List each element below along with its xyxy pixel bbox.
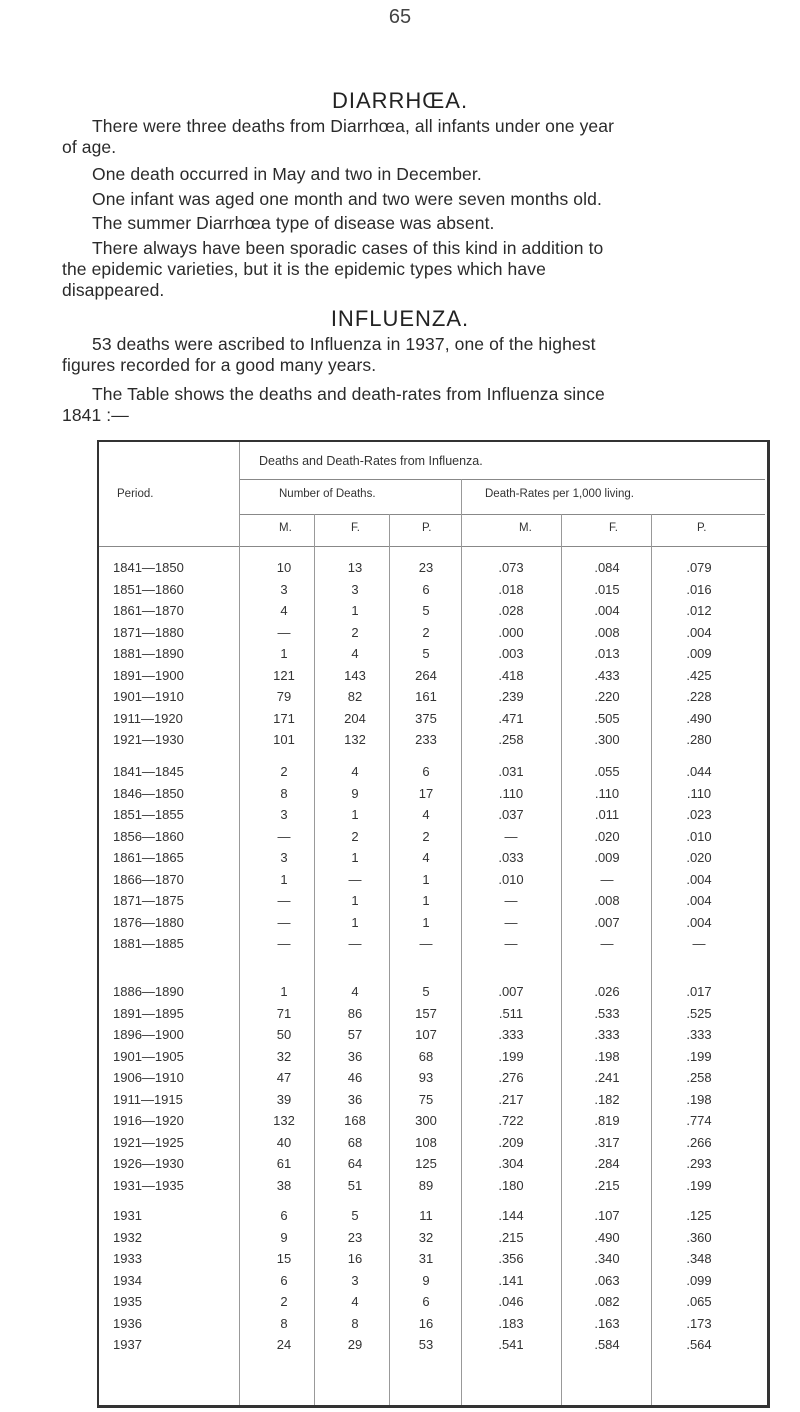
cell-rm: .018	[498, 581, 524, 597]
cell-rm: .217	[498, 1091, 524, 1107]
column-divider	[461, 479, 462, 1405]
period-cell: 1901—1910	[113, 689, 184, 704]
cell-p: 2	[422, 624, 430, 640]
cell-f: 23	[347, 1229, 363, 1245]
page-number: 65	[388, 6, 412, 28]
cell-f: 36	[347, 1091, 363, 1107]
cell-p: 53	[418, 1337, 434, 1352]
cell-rm: .003	[498, 646, 524, 661]
cell-m: 121	[273, 667, 295, 683]
cell-rf: .333	[594, 1027, 620, 1042]
cell-rm: .276	[498, 1070, 524, 1085]
cell-rp: .348	[686, 1251, 712, 1266]
diarrhoea-paragraph-1	[62, 116, 774, 158]
cell-p: 17	[418, 785, 434, 801]
cell-rm: .199	[498, 1048, 524, 1064]
cell-p: 107	[415, 1027, 437, 1042]
cell-m: —	[277, 936, 291, 951]
cell-m: 4	[280, 603, 288, 618]
period-cell: 1891—1895	[113, 1005, 184, 1021]
cell-rf: .055	[594, 764, 620, 779]
column-divider	[651, 514, 652, 1405]
cell-rf: .182	[594, 1091, 620, 1107]
cell-f: 143	[344, 667, 366, 683]
cell-rp: .360	[686, 1229, 712, 1245]
cell-rm: .239	[498, 689, 524, 704]
period-cell: 1931	[113, 1208, 142, 1223]
rates-header: Death-Rates per 1,000 living.	[485, 488, 634, 500]
cell-p: 5	[422, 646, 430, 661]
cell-rm: .000	[498, 624, 524, 640]
cell-m: 39	[276, 1091, 292, 1107]
cell-p: 300	[415, 1113, 437, 1128]
period-cell: 1866—1870	[113, 871, 184, 887]
period-cell: 1921—1930	[113, 732, 184, 747]
cell-rf: .284	[594, 1156, 620, 1171]
period-cell: 1911—1915	[113, 1091, 183, 1107]
cell-m: —	[277, 893, 291, 908]
cell-m: 38	[276, 1177, 292, 1193]
cell-rf: .340	[594, 1251, 620, 1266]
text-line: There were three deaths from Diarrhœa, all infants under one year	[92, 116, 615, 136]
cell-p: 161	[415, 689, 437, 704]
cell-p: 4	[422, 850, 430, 865]
text-line: disappeared.	[62, 280, 165, 300]
cell-rf: .110	[594, 785, 620, 801]
cell-f: 4	[351, 764, 359, 779]
cell-rm: .215	[498, 1229, 524, 1245]
period-cell: 1901—1905	[113, 1048, 184, 1064]
period-cell: 1921—1925	[113, 1134, 184, 1150]
cell-f: 51	[347, 1177, 363, 1193]
text-line: There always have been sporadic cases of this kind in addition to	[92, 238, 604, 258]
cell-rp: .023	[686, 807, 712, 822]
cell-rp: .173	[686, 1315, 712, 1331]
period-cell: 1933	[113, 1251, 142, 1266]
cell-f: 1	[351, 914, 359, 930]
cell-f: 13	[347, 560, 363, 575]
cell-rp: .490	[686, 710, 712, 726]
cell-f: 2	[351, 828, 359, 844]
cell-rm: —	[504, 828, 518, 844]
cell-m: 3	[280, 581, 288, 597]
cell-rp: .525	[686, 1005, 712, 1021]
cell-rf: .215	[594, 1177, 620, 1193]
text-line: of age.	[62, 137, 117, 157]
period-cell: 1926—1930	[113, 1156, 184, 1171]
header-rule-top	[239, 479, 765, 480]
cell-m: 3	[280, 807, 288, 822]
cell-p: 23	[418, 560, 434, 575]
cell-m: 132	[273, 1113, 295, 1128]
cell-f: 64	[347, 1156, 363, 1171]
period-cell: 1876—1880	[113, 914, 184, 930]
cell-rm: .418	[498, 667, 524, 683]
deaths-header: Number of Deaths.	[279, 488, 376, 500]
cell-rp: .010	[686, 828, 712, 844]
cell-rp: .044	[686, 764, 712, 779]
influenza-heading: INFLUENZA.	[330, 306, 470, 331]
cell-rf: .490	[594, 1229, 620, 1245]
cell-m: 1	[280, 984, 288, 999]
period-cell: 1886—1890	[113, 984, 184, 999]
column-divider	[239, 442, 240, 1405]
cell-rm: .110	[498, 785, 524, 801]
cell-p: 68	[418, 1048, 434, 1064]
period-cell: 1931—1935	[113, 1177, 184, 1193]
cell-m: 3	[280, 850, 288, 865]
period-cell: 1896—1900	[113, 1027, 184, 1042]
diarrhoea-heading: DIARRHŒA.	[331, 88, 469, 113]
cell-m: 1	[280, 646, 288, 661]
cell-rf: .009	[594, 850, 620, 865]
cell-rf: .505	[594, 710, 620, 726]
cell-rp: .012	[686, 603, 712, 618]
column-divider	[561, 514, 562, 1405]
cell-rm: .028	[498, 603, 524, 618]
text-line: the epidemic varieties, but it is the epidemic types which have	[62, 259, 546, 279]
cell-f: 16	[347, 1251, 363, 1266]
cell-rm: .304	[498, 1156, 524, 1171]
cell-m: 1	[280, 871, 288, 887]
cell-rf: .008	[594, 624, 620, 640]
cell-p: 89	[418, 1177, 434, 1193]
cell-rf: .107	[594, 1208, 620, 1223]
text-line: figures recorded for a good many years.	[62, 355, 377, 375]
cell-m: —	[277, 828, 291, 844]
period-cell: 1911—1920	[113, 710, 183, 726]
cell-f: 4	[351, 1294, 359, 1309]
cell-m: 2	[280, 764, 288, 779]
cell-rp: .333	[686, 1027, 712, 1042]
cell-rm: .541	[498, 1337, 524, 1352]
text-line: 53 deaths were ascribed to Influenza in 1937, one of the highest	[92, 334, 596, 354]
cell-f: 1	[351, 893, 359, 908]
cell-rp: .099	[686, 1272, 712, 1288]
column-divider	[314, 514, 315, 1405]
cell-m: 2	[280, 1294, 288, 1309]
cell-f: 2	[351, 624, 359, 640]
cell-rf: —	[600, 871, 614, 887]
cell-p: 32	[418, 1229, 434, 1245]
cell-rp: .004	[686, 624, 712, 640]
period-cell: 1856—1860	[113, 828, 184, 844]
text-line: One death occurred in May and two in December.	[92, 164, 482, 184]
influenza-paragraph-2	[62, 384, 774, 426]
cell-f: 4	[351, 984, 359, 999]
cell-rf: .004	[594, 603, 620, 618]
cell-rp: .258	[686, 1070, 712, 1085]
cell-m: 6	[280, 1208, 288, 1223]
cell-m: 24	[276, 1337, 292, 1352]
cell-p: 108	[415, 1134, 437, 1150]
cell-p: 93	[418, 1070, 434, 1085]
cell-m: 32	[276, 1048, 292, 1064]
cell-rp: .017	[686, 984, 712, 999]
cell-rm: .183	[498, 1315, 524, 1331]
cell-rp: .293	[686, 1156, 712, 1171]
header-rule-bottom	[99, 546, 767, 547]
cell-rf: .533	[594, 1005, 620, 1021]
cell-rf: .241	[594, 1070, 620, 1085]
cell-rf: .433	[594, 667, 620, 683]
cell-rp: .199	[686, 1048, 712, 1064]
cell-m: —	[277, 624, 291, 640]
cell-f: 132	[344, 732, 366, 747]
cell-m: 9	[280, 1229, 288, 1245]
cell-m: 15	[276, 1251, 292, 1266]
period-cell: 1871—1880	[113, 624, 184, 640]
cell-m: —	[277, 914, 291, 930]
cell-rm: .033	[498, 850, 524, 865]
cell-m: 6	[280, 1272, 288, 1288]
cell-f: 204	[344, 710, 366, 726]
cell-f: 168	[344, 1113, 366, 1128]
cell-f: 1	[351, 603, 359, 618]
cell-rp: .004	[686, 893, 712, 908]
cell-f: 1	[351, 807, 359, 822]
cell-rp: .079	[686, 560, 712, 575]
cell-m: 47	[276, 1070, 292, 1085]
cell-rp: .009	[686, 646, 712, 661]
cell-rp: .280	[686, 732, 712, 747]
cell-p: 2	[422, 828, 430, 844]
cell-rf: .015	[594, 581, 620, 597]
diarrhoea-paragraph-4	[62, 213, 774, 234]
cell-rm: .141	[498, 1272, 524, 1288]
cell-m: 61	[276, 1156, 292, 1171]
cell-f: 4	[351, 646, 359, 661]
cell-p: 5	[422, 984, 430, 999]
period-cell: 1937	[113, 1337, 142, 1352]
period-cell: 1841—1845	[113, 764, 184, 779]
col-label-deaths-m: M.	[279, 522, 292, 534]
period-header: Period.	[117, 488, 154, 500]
cell-rp: .004	[686, 871, 712, 887]
cell-rm: .209	[498, 1134, 524, 1150]
cell-p: 157	[415, 1005, 437, 1021]
cell-m: 101	[273, 732, 295, 747]
cell-rf: .026	[594, 984, 620, 999]
cell-rp: .016	[686, 581, 712, 597]
cell-f: 29	[347, 1337, 363, 1352]
cell-rf: .317	[594, 1134, 620, 1150]
cell-rm: .180	[498, 1177, 524, 1193]
cell-f: 68	[347, 1134, 363, 1150]
col-label-deaths-p: P.	[422, 522, 432, 534]
cell-p: 6	[422, 764, 430, 779]
cell-rp: .774	[686, 1113, 712, 1128]
cell-rm: —	[504, 936, 518, 951]
cell-rp: .199	[686, 1177, 712, 1193]
cell-p: 1	[422, 914, 430, 930]
period-cell: 1916—1920	[113, 1113, 184, 1128]
cell-f: 8	[351, 1315, 359, 1331]
header-rule-middle	[239, 514, 765, 515]
cell-m: 171	[273, 710, 295, 726]
cell-rm: .007	[498, 984, 524, 999]
cell-rp: .004	[686, 914, 712, 930]
cell-rf: .082	[594, 1294, 620, 1309]
cell-p: 6	[422, 581, 430, 597]
cell-rm: .073	[498, 560, 524, 575]
cell-rf: .011	[594, 807, 620, 822]
cell-rm: —	[504, 893, 518, 908]
cell-f: —	[348, 936, 362, 951]
cell-rp: .110	[686, 785, 712, 801]
diarrhoea-paragraph-5	[62, 238, 774, 301]
cell-p: 125	[415, 1156, 437, 1171]
cell-rm: .333	[498, 1027, 524, 1042]
cell-f: 36	[347, 1048, 363, 1064]
cell-rp: .425	[686, 667, 712, 683]
text-line: The summer Diarrhœa type of disease was absent.	[92, 213, 495, 233]
period-cell: 1881—1885	[113, 936, 184, 951]
cell-m: 71	[276, 1005, 292, 1021]
cell-p: 1	[422, 893, 430, 908]
period-cell: 1846—1850	[113, 785, 184, 801]
cell-rp: .198	[686, 1091, 712, 1107]
cell-m: 79	[276, 689, 292, 704]
cell-rf: .163	[594, 1315, 620, 1331]
cell-f: 1	[351, 850, 359, 865]
cell-p: 233	[415, 732, 437, 747]
cell-rp: .228	[686, 689, 712, 704]
cell-rm: .471	[498, 710, 524, 726]
diarrhoea-paragraph-3	[62, 189, 774, 210]
cell-rf: .063	[594, 1272, 620, 1288]
cell-f: 9	[351, 785, 359, 801]
cell-p: 1	[422, 871, 430, 887]
cell-f: 46	[347, 1070, 363, 1085]
influenza-table	[97, 440, 770, 1408]
cell-rf: .008	[594, 893, 620, 908]
cell-rf: .020	[594, 828, 620, 844]
cell-f: —	[348, 871, 362, 887]
cell-rf: —	[600, 936, 614, 951]
cell-rm: .258	[498, 732, 524, 747]
cell-rp: .564	[686, 1337, 712, 1352]
cell-p: 9	[422, 1272, 430, 1288]
cell-f: 3	[351, 1272, 359, 1288]
cell-rf: .084	[594, 560, 620, 575]
cell-p: —	[419, 936, 433, 951]
cell-p: 4	[422, 807, 430, 822]
period-cell: 1932	[113, 1229, 142, 1245]
period-cell: 1935	[113, 1294, 142, 1309]
text-line: The Table shows the deaths and death-rates from Influenza since	[92, 384, 605, 404]
cell-m: 40	[276, 1134, 292, 1150]
cell-rf: .198	[594, 1048, 620, 1064]
col-label-rates-p: P.	[697, 522, 707, 534]
cell-rm: .722	[498, 1113, 524, 1128]
cell-m: 8	[280, 785, 288, 801]
period-cell: 1906—1910	[113, 1070, 184, 1085]
column-divider	[389, 514, 390, 1405]
text-line: 1841 :—	[62, 405, 129, 425]
cell-f: 82	[347, 689, 363, 704]
cell-rf: .013	[594, 646, 620, 661]
col-label-rates-f: F.	[609, 522, 618, 534]
cell-p: 375	[415, 710, 437, 726]
table-title: Deaths and Death-Rates from Influenza.	[259, 454, 483, 468]
period-cell: 1841—1850	[113, 560, 184, 575]
period-cell: 1861—1870	[113, 603, 184, 618]
cell-p: 6	[422, 1294, 430, 1309]
cell-f: 57	[347, 1027, 363, 1042]
period-cell: 1851—1860	[113, 581, 184, 597]
period-cell: 1934	[113, 1272, 142, 1288]
period-cell: 1871—1875	[113, 893, 184, 908]
cell-rm: .144	[498, 1208, 524, 1223]
cell-rm: .010	[498, 871, 524, 887]
col-label-rates-m: M.	[519, 522, 532, 534]
period-cell: 1851—1855	[113, 807, 184, 822]
cell-rf: .819	[594, 1113, 620, 1128]
period-cell: 1891—1900	[113, 667, 184, 683]
cell-rf: .584	[594, 1337, 620, 1352]
cell-rf: .300	[594, 732, 620, 747]
col-label-deaths-f: F.	[351, 522, 360, 534]
cell-rm: .037	[498, 807, 524, 822]
influenza-paragraph-1	[62, 334, 774, 376]
cell-p: 11	[419, 1208, 433, 1223]
cell-p: 5	[422, 603, 430, 618]
cell-m: 50	[276, 1027, 292, 1042]
cell-rf: .220	[594, 689, 620, 704]
cell-rp: .020	[686, 850, 712, 865]
cell-rp: .125	[686, 1208, 712, 1223]
cell-rp: —	[692, 936, 706, 951]
period-cell: 1881—1890	[113, 646, 184, 661]
cell-rm: .511	[498, 1005, 524, 1021]
cell-p: 16	[418, 1315, 434, 1331]
period-cell: 1936	[113, 1315, 142, 1331]
cell-rm: .046	[498, 1294, 524, 1309]
cell-rm: .031	[498, 764, 524, 779]
cell-f: 5	[351, 1208, 359, 1223]
cell-f: 86	[347, 1005, 363, 1021]
cell-p: 264	[415, 667, 437, 683]
cell-f: 3	[351, 581, 359, 597]
cell-rm: —	[504, 914, 518, 930]
period-cell: 1861—1865	[113, 850, 184, 865]
cell-p: 31	[418, 1251, 434, 1266]
cell-rm: .356	[498, 1251, 524, 1266]
cell-rf: .007	[594, 914, 620, 930]
cell-m: 10	[276, 560, 292, 575]
cell-p: 75	[418, 1091, 434, 1107]
cell-m: 8	[280, 1315, 288, 1331]
diarrhoea-paragraph-2	[62, 164, 774, 185]
cell-rp: .266	[686, 1134, 712, 1150]
text-line: One infant was aged one month and two were seven months old.	[92, 189, 602, 209]
cell-rp: .065	[686, 1294, 712, 1309]
